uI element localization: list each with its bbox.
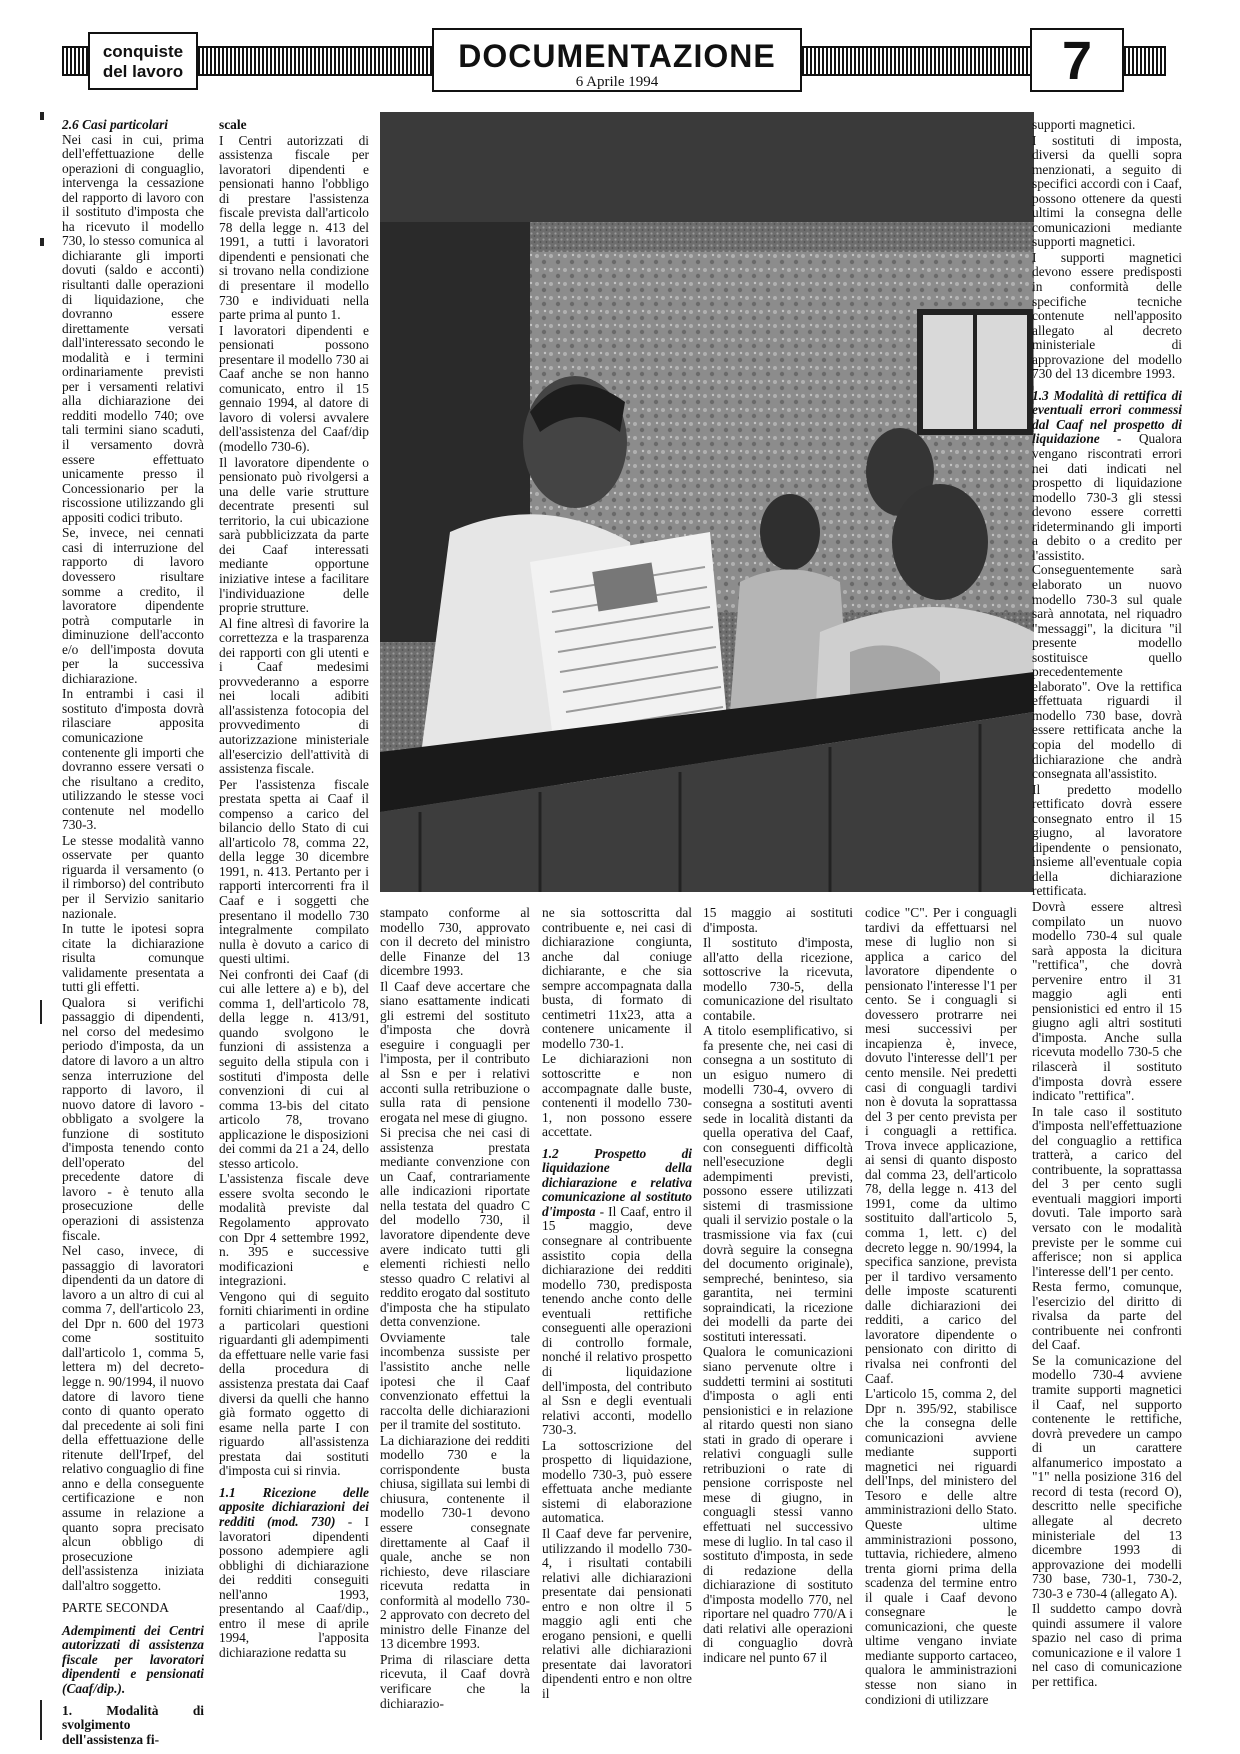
paragraph: codice "C". Per i conguagli tardivi da effettuarsi nel mese di luglio non si applica a carico del lavoratore dipendente o pensionato l'interesse l'1 per cento. Se i conguagli si dovessero protrarre nei mesi successivi per incapienza è, invece, dovuto l'interesse dell'1 per cento mensile. Nei predetti casi di conguagli tardivi non è dovuta la soprattassa del 3 per cento prevista per i conguagli a rettifica. Trova invece applicazione, ai sensi di quanto disposto dal comma 23, dell'articolo 78, della legge n. 413 del 1991, come da ultimo sostituito dall'articolo 5, comma 1, lett. c) del decreto legge n. 90/1994, la specifica sanzione, prevista per il tardivo versamento delle imposte scaturenti dalle dichiarazioni dei redditi, a carico del lavoratore dipendente o pensionato con diritto di rivalsa nei confronti del Caaf. — [865, 905, 1017, 1386]
paragraph: Resta fermo, comunque, l'esercizio del diritto di rivalsa da parte del contribuente nei confronti del Caaf. — [1032, 1279, 1182, 1353]
paragraph: stampato conforme al modello 730, approvato con il decreto del ministro delle Finanze del 13 dicembre 1993. — [380, 905, 530, 979]
section-heading: 2.6 Casi particolari — [62, 117, 169, 132]
brand-line-1: conquiste — [102, 42, 184, 61]
brand-line-2: del lavoro — [102, 62, 184, 81]
paragraph: La dichiarazione dei redditi modello 730 e la corrispondente busta chiusa, sigillata sui lembi di chiusura, contenente il modello 730-1 devono essere consegnate direttamente al Caaf il quale, anche se non richiesto, deve rilasciare ricevuta redatta in conformità al modello 730-2 approvato con decreto del ministro delle Finanze del 13 dicembre 1993. — [380, 1432, 530, 1652]
paragraph: Se la comunicazione del modello 730-4 avviene tramite supporti magnetici il Caaf, nel supporto contenente le rettifiche, dovrà prevedere un campo di un carattere alfanumerico impostato a "1" nella posizione 316 del record di testa (record O), descritto nelle specifiche allegate al decreto ministeriale del 13 dicembre 1993 di approvazione dei modelli 730 base, 730-1, 730-2, 730-3 e 730-4 (allegato A). — [1032, 1352, 1182, 1601]
margin-mark — [40, 1700, 42, 1740]
paragraph: In tutte le ipotesi sopra citate la dichiarazione risulta comunque validamente presentata a tutti gli effetti. — [62, 921, 204, 995]
hatch-decoration-mid-right — [802, 46, 1030, 76]
text-column-5 — [703, 906, 853, 1746]
text-column-4 — [542, 906, 692, 1746]
photo-scene — [380, 112, 1034, 892]
paragraph: - Il Caaf, entro il 15 maggio, deve consegnare al contribuente assistito copia della dichiarazione dei redditi modello 730, predisposta tenendo anche conto delle eventuali rettifiche conseguenti alle operazioni di controllo formale, nonché il relativo prospetto di liquidazione dell'imposta, del contributo al Ssn e degli eventuali relativi acconti, modello 730-3. — [542, 1203, 692, 1438]
hatch-decoration-left — [62, 46, 90, 76]
text-column-3 — [380, 906, 530, 1746]
section-heading-continued: scale — [219, 117, 247, 132]
subsection-heading: 1.2 Prospetto di liquidazione della dichiarazione e relativa comunicazione al sostituto d'imposta — [542, 1145, 692, 1219]
hatch-decoration-mid-left — [198, 46, 434, 76]
paragraph: Il suddetto campo dovrà quindi assumere il valore spazio nel caso di prima comunicazione e il valore 1 nel caso di comunicazione per rettifica. — [1032, 1601, 1182, 1689]
paragraph: Il Caaf deve far pervenire, utilizzando il modello 730-4, i risultati contabili relativi alle dichiarazioni presentate dai pensionati entro e non oltre il 5 maggio agli enti che erogano pensioni, e quelli relativi alle dichiarazioni presentate dai lavoratori dipendenti entro e non oltre il — [542, 1525, 692, 1701]
paragraph: Prima di rilasciare detta ricevuta, il Caaf dovrà verificare che la dichiarazio- — [380, 1651, 530, 1711]
paragraph: - I lavoratori dipendenti possono adempiere agli obblighi di dichiarazione dei redditi conseguiti nell'anno 1993, presentando al Caaf/dip., entro il mese di aprile 1994, l'apposita dichiarazione redatta su — [219, 1513, 369, 1660]
part-heading: Adempimenti dei Centri autorizzati di assistenza fiscale per lavoratori dipendenti e pensionati (Caaf/dip.). — [62, 1622, 204, 1696]
part-title: PARTE SECONDA — [62, 1600, 169, 1616]
paragraph: Nei confronti dei Caaf (di cui alle lettere a) e b), del comma 1, dell'articolo 78, della legge n. 413/91, quando svolgono le funzioni di assistenza a seguito della stipula con i sostituti d'imposta delle convenzioni di cui al comma 13-bis del citato articolo 78, trovano applicazione le disposizioni dei commi da 21 a 24, dello stesso articolo. — [219, 966, 369, 1171]
subsection-heading: 1.1 Ricezione delle apposite dichiarazioni dei redditi (mod. 730) — [219, 1484, 369, 1529]
paragraph: I supporti magnetici devono essere predisposti in conformità delle specifiche tecniche contenute nell'apposito allegato al decreto ministeriale di approvazione del modello 730 del 13 dicembre 1993. — [1032, 249, 1182, 382]
paragraph: A titolo esemplificativo, si fa presente che, nei casi di consegna a un sostituto di un esiguo numero di modelli 730-4, ovvero di consegna a sostituti aventi sede in località distanti da quella operativa del Caaf, con conseguenti difficoltà nell'esecuzione degli adempimenti previsti, possono essere utilizzati sistemi di trasmissione quali il servizio postale o la trasmissione via fax (cui dovrà seguire la consegna del documento originale), sempreché, beninteso, sia garantita, nei termini sopraindicati, la ricezione dei modelli da parte dei sostituti interessati. — [703, 1023, 853, 1344]
paragraph: In entrambi i casi il sostituto d'imposta dovrà rilasciare apposita comunicazione contenente gli importi che dovranno essere versati o che risultano a credito, utilizzando le stesse voci contenute nel modello 730-3. — [62, 686, 204, 833]
paragraph: L'assistenza fiscale deve essere svolta secondo le modalità previste dal Regolamento approvato con Dpr 4 settembre 1992, n. 395 e successive modificazioni e integrazioni. — [219, 1171, 369, 1289]
paragraph: Per l'assistenza fiscale prestata spetta ai Caaf il compenso a carico del bilancio dello Stato di cui all'articolo 78, comma 22, della legge 30 dicembre 1991, n. 413. Pertanto per i rapporti intercorrenti fra il Caaf e i soggetti che presentano il modello 730 integralmente compilato nulla è dovuto a carico di questi ultimi. — [219, 776, 369, 967]
paragraph: Qualora le comunicazioni siano pervenute oltre i suddetti termini ai sostituti d'imposta o agli enti pensionistici e in relazione al ritardo questi non siano stati in grado di operare i relativi conguagli sulle retribuzioni o rate di pensione corrisposte nel mese di giugno, in conguagli stessi vanno effettuati nel successivo mese di luglio. In tal caso il sostituto d'imposta, in sede di redazione della dichiarazione di sostituto d'imposta modello 770, nel riportare nel quadro 770/A i dati relativi alle operazioni di conguaglio dovrà indicare nel punto 67 il — [703, 1344, 853, 1665]
text-column-2 — [219, 118, 369, 1718]
paragraph: Le dichiarazioni non sottoscritte e non accompagnate dalle buste, contenenti il modello 730-1, non possono essere accettate. — [542, 1051, 692, 1140]
paragraph: Qualora si verifichi passaggio di dipendenti, nel corso del medesimo periodo d'imposta, da un datore di lavoro a un altro senza interruzione del rapporto di lavoro, il nuovo datore di lavoro - obbligato a svolgere la funzione di sostituto d'imposta tenendo conto dell'operato del precedente datore di lavoro - è tenuto alla prosecuzione delle operazioni di assistenza fiscale. — [62, 994, 204, 1243]
paragraph: I lavoratori dipendenti e pensionati possono presentare il modello 730 ai Caaf anche se non hanno comunicato, entro il 15 gennaio 1994, al datore di lavoro di volersi avvalere dell'assistenza del Caaf/dip (modello 730-6). — [219, 322, 369, 455]
paragraph: Al fine altresì di favorire la correttezza e la trasparenza dei rapporti con gli utenti e i Caaf medesimi provvederanno a esporre nei locali adibiti all'assistenza fotocopia del provvedimento di autorizzazione ministeriale all'esercizio dell'attività di assistenza fiscale. — [219, 615, 369, 777]
paragraph: Ovviamente tale incombenza sussiste per l'assistito anche nelle ipotesi che il Caaf convenzionato effettui la raccolta delle dichiarazioni per il tramite del sostituto. — [380, 1329, 530, 1433]
paragraph: 15 maggio ai sostituti d'imposta. — [703, 905, 853, 935]
paragraph: Il Caaf deve accertare che siano esattamente indicati gli estremi del sostituto d'imposta che dovrà eseguire i conguagli per l'imposta, per il contributo al Ssn e per i relativi acconti sulla retribuzione o sulla rata di pensione erogata nel mese di giugno. — [380, 978, 530, 1125]
paragraph: Se, invece, nei cennati casi di interruzione del rapporto di lavoro dovessero risultare somme a credito, il lavoratore dipendente potrà computarle in diminuzione dell'acconto e/o dell'imposta dovuta per la successiva dichiarazione. — [62, 525, 204, 686]
paragraph: In tale caso il sostituto d'imposta nell'effettuazione del conguaglio a rettifica tratterà, a carico del contribuente, la soprattassa del 3 per cento sugli eventuali maggiori importi dovuti. Tale importo sarà versato con le modalità previste per le somme cui afferisce; non si applica l'interesse dell'1 per cento. — [1032, 1103, 1182, 1279]
subsection-heading: 1.3 Modalità di rettifica di eventuali errori commessi dal Caaf nel prospetto di liquidazione — [1032, 387, 1182, 447]
section-heading: 1. Modalità di svolgimento dell'assistenza fi- — [62, 1702, 204, 1747]
paragraph: supporti magnetici. — [1032, 117, 1136, 132]
section-title: DOCUMENTAZIONE — [458, 38, 776, 74]
section-header — [432, 28, 802, 92]
newspaper-photo-icon — [380, 112, 1034, 892]
text-column-7 — [1032, 118, 1182, 1738]
paragraph: Nei casi in cui, prima dell'effettuazione delle operazioni di conguaglio, intervenga la cessazione del rapporto di lavoro con il sostituto d'imposta che ha ricevuto il modello 730, lo stesso comunica al dichiarante gli importi dovuti (saldo e acconti) risultanti dalle operazioni di liquidazione, che dovranno essere direttamente versati dall'interessato secondo le modalità e i termini ordinariamente previsti per i versamenti relativi alla dichiarazione dei redditi modello 740; ove tali termini siano scaduti, il versamento dovrà essere effettuato unicamente presso il Concessionario per la riscossione utilizzando gli appositi codici tributo. — [62, 131, 204, 525]
text-column-6 — [865, 906, 1017, 1746]
paragraph: I Centri autorizzati di assistenza fiscale per lavoratori dipendenti e pensionati hanno l'obbligo di prestare l'assistenza fiscale prevista dall'articolo 78 della legge n. 413 del 1991, a tutti i lavoratori dipendenti e pensionati che si trovano nella condizione di presentare il modello 730 e individuati nella parte prima al punto 1. — [219, 132, 369, 323]
page-number: 7 — [1030, 28, 1124, 92]
margin-mark — [40, 112, 44, 120]
paragraph: - Qualora vengano riscontrati errori nei dati indicati nel prospetto di liquidazione modello 730-3 gli stessi devono essere corretti rideterminando gli importi a debito o a credito per l'assistito. Conseguentemente sarà elaborato un nuovo modello 730-3 sul quale sarà annotata, nel riquadro "messaggi", la dicitura "il presente modello sostituisce quello precedentemente elaborato". Ove la rettifica effettuata riguardi il modello 730 base, dovrà essere rettificata anche la copia del modello di dichiarazione che andrà consegnata all'assistito. — [1032, 431, 1182, 782]
paragraph: Il lavoratore dipendente o pensionato può rivolgersi a una delle varie strutture decentrate presenti sul territorio, la cui ubicazione sarà pubblicizzata da parte dei Caaf interessati mediante opportune iniziative intese a facilitare l'individuazione delle proprie strutture. — [219, 454, 369, 616]
paragraph: ne sia sottoscritta dal contribuente e, nei casi di dichiarazione congiunta, anche dal coniuge dichiarante, e che sia sempre accompagnata dalla busta, di formato di centimetri 11x23, atta a contenere unicamente il modello 730-1. — [542, 905, 692, 1051]
paragraph: Il sostituto d'imposta, all'atto della ricezione, sottoscrive la ricevuta, modello 730-5, della comunicazione del risultato contabile. — [703, 935, 853, 1023]
newspaper-logo — [88, 32, 198, 90]
paragraph: Dovrà essere altresì compilato un nuovo modello 730-4 sul quale sarà apposta la dicitura "rettifica", che dovrà pervenire entro il 31 maggio agli enti pensionistici ed entro il 15 giugno agli altri sostituti d'imposta. Anche sulla ricevuta modello 730-5 che rilascerà il sostituto d'imposta dovrà essere indicato "rettifica". — [1032, 898, 1182, 1104]
hatch-decoration-right — [1124, 46, 1166, 76]
margin-mark — [40, 1000, 42, 1024]
text-column-1 — [62, 117, 204, 1747]
paragraph: Vengono qui di seguito forniti chiarimenti in ordine a particolari questioni riguardanti gli adempimenti da effettuare nelle varie fasi della procedura di assistenza prestata dai Caaf diversi da quelli che hanno già formato oggetto di esame nella parte I con riguardo all'assistenza prestata dai sostituti d'imposta cui si rinvia. — [219, 1288, 369, 1479]
paragraph: La sottoscrizione del prospetto di liquidazione, modello 730-3, può essere effettuata anche mediante sistemi di elaborazione automatica. — [542, 1437, 692, 1526]
margin-mark — [40, 238, 44, 246]
issue-date: 6 Aprile 1994 — [575, 74, 659, 90]
paragraph: Le stesse modalità vanno osservate per quanto riguarda il versamento (o il rimborso) del contributo per il Servizio sanitario nazionale. — [62, 832, 204, 921]
paragraph: Il predetto modello rettificato dovrà essere consegnato entro il 15 giugno, al lavoratore dipendente o pensionato, insieme all'eventuale copia della dichiarazione rettificata. — [1032, 781, 1182, 899]
paragraph: Nel caso, invece, di passaggio di lavoratori dipendenti da un datore di lavoro a un altro di cui al comma 7, dell'articolo 23, del Dpr n. 600 del 1973 come sostituito dall'articolo 1, comma 5, lettera m) del decreto-legge n. 90/1994, il nuovo datore di lavoro tiene conto di quanto operato dal precedente ai soli fini della effettuazione delle ritenute dell'Irpef, del relativo conguaglio di fine anno e della conseguente certificazione e non assume in relazione a quanto sopra precisato alcun obbligo di prosecuzione dell'assistenza iniziata dall'altro soggetto. — [62, 1243, 204, 1593]
paragraph: I sostituti di imposta, diversi da quelli sopra menzionati, a seguito di specifici accordi con i Caaf, possono ottenere da questi ultimi la consegna delle comunicazioni mediante supporti magnetici. — [1032, 132, 1182, 250]
paragraph: L'articolo 15, comma 2, del Dpr n. 395/92, stabilisce che la consegna delle comunicazioni avviene mediante supporti magnetici nei riguardi dell'Inps, del ministero del Tesoro e delle altre amministrazioni dello Stato. Queste ultime amministrazioni possono, tuttavia, richiedere, almeno trenta giorni prima della scadenza del termine entro il quale i Caaf devono consegnare le comunicazioni, che queste ultime vengano inviate mediante supporto cartaceo, qualora le amministrazioni stesse non siano in condizioni di utilizzare — [865, 1386, 1017, 1707]
paragraph: Si precisa che nei casi di assistenza prestata mediante convenzione con un Caaf, contrariamente alle indicazioni riportate nella testata del quadro C del modello 730, il lavoratore dipendente deve avere indicato tutti gli elementi richiesti nello stesso quadro C relativi al reddito erogato dal sostituto d'imposta che ha stipulato detta convenzione. — [380, 1125, 530, 1330]
